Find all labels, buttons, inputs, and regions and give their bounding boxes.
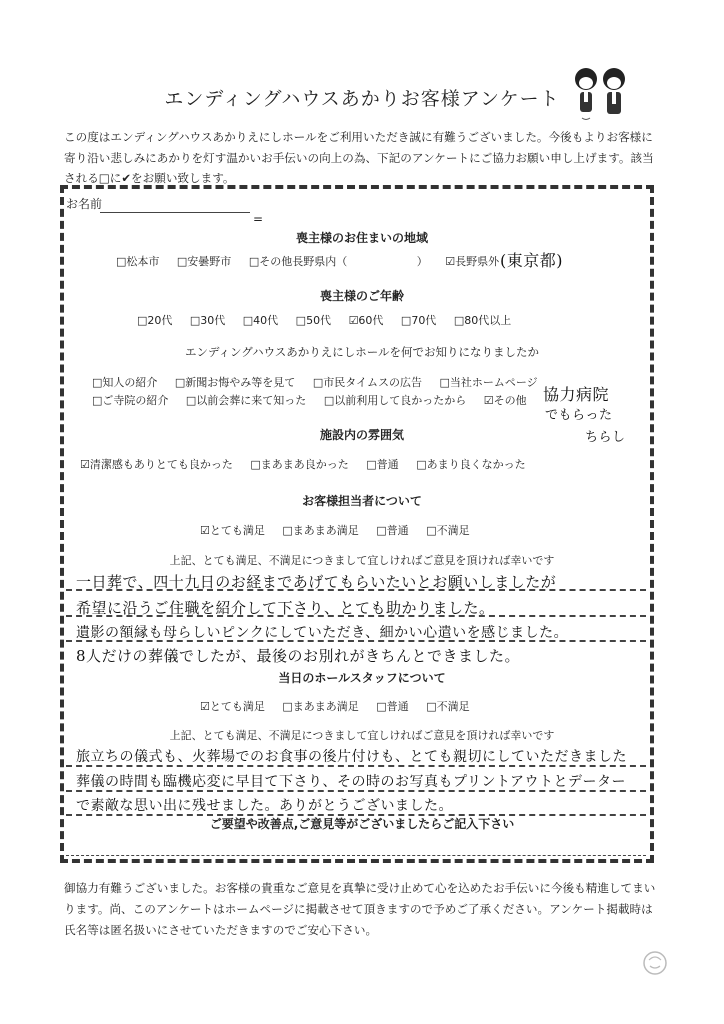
staff-comment-line: 一日葬で、四十九日のお経まであげてもらいたいとお願いしましたが	[76, 573, 557, 591]
staff-comment-line: 8人だけの葬儀でしたが、最後のお別れがきちんとできました。	[76, 647, 521, 665]
option-homepage[interactable]: □当社ホームページ	[439, 376, 538, 389]
requests-field[interactable]	[66, 855, 646, 856]
hall-option-average[interactable]: □普通	[376, 700, 409, 713]
option-40s[interactable]: □40代	[242, 314, 279, 327]
source-options-row2	[92, 392, 541, 408]
intro-text: この度はエンディングハウスあかりえにしホールをご利用いただき誠に有難うございました。今後もよりお客様に寄り沿い悲しみにあかりを灯す温かいお手伝いの向上の為、下記のアンケートにご協力お願い申し上げます。該当される□に✔をお願い致します。	[64, 130, 654, 185]
option-acquaintance[interactable]: □知人の紹介	[92, 376, 158, 389]
option-average[interactable]: □普通	[366, 458, 399, 471]
atmosphere-options	[80, 456, 540, 472]
option-matsumoto[interactable]: □松本市	[116, 255, 160, 268]
hall-option-very-satisfied[interactable]: ☑とても満足	[200, 700, 265, 713]
option-not-good[interactable]: □あまり良くなかった	[416, 458, 526, 471]
residence-heading: 喪主様のお住まいの地域	[295, 231, 428, 245]
option-temple[interactable]: □ご寺院の紹介	[92, 394, 169, 407]
hall-options	[200, 698, 484, 714]
page-title: エンディングハウスあかりお客様アンケート	[164, 88, 560, 110]
footer-text: 御協力有難うございました。お客様の貴重なご意見を真摯に受け止めて心を込めたお手伝いに今後も精進してまいります。尚、このアンケートはホームページに掲載させて頂きますので予めご了承ください。アンケート掲載時は氏名等は匿名扱いにさせていただきますのでご安心下さい。	[64, 881, 656, 937]
residence-options	[116, 253, 513, 269]
option-other[interactable]: ☑その他	[483, 394, 527, 407]
option-very-clean[interactable]: ☑清潔感もありとても良かった	[80, 458, 233, 471]
hall-option-fairly-satisfied[interactable]: □まあまあ満足	[282, 700, 359, 713]
hall-option-dissatisfied[interactable]: □不満足	[426, 700, 470, 713]
corner-stamp	[640, 950, 670, 976]
staff-options	[200, 522, 484, 538]
hall-comment-line: 葬儀の時間も臨機応変に早目て下さり、その時のお写真もプリントアウトとデーター	[76, 774, 627, 790]
staff-comment-line: 希望に沿うご住職を紹介して下さり、とても助かりました。	[76, 599, 495, 617]
option-50s[interactable]: □50代	[295, 314, 332, 327]
staff-comment-line: 遺影の額縁も母らしいピンクにしていただき、細かい心遣いを感じました。	[76, 625, 569, 641]
atmosphere-heading: 施設内の雰囲気	[319, 428, 404, 442]
option-other-nagano[interactable]: □その他長野県内（	[248, 255, 348, 268]
staff-heading: お客様担当者について	[302, 494, 422, 508]
source-options-row1	[92, 374, 552, 390]
option-outside-nagano[interactable]: ☑長野県外	[445, 255, 500, 268]
hall-prompt: 上記、とても満足、不満足につきまして宜しければご意見を頂ければ幸いです	[169, 729, 555, 742]
option-azumino[interactable]: □安曇野市	[176, 255, 232, 268]
name-label: お名前	[66, 197, 103, 211]
option-times-ad[interactable]: □市民タイムスの広告	[312, 376, 422, 389]
staff-option-fairly-satisfied[interactable]: □まあまあ満足	[282, 524, 359, 537]
staff-option-dissatisfied[interactable]: □不満足	[426, 524, 470, 537]
requests-heading: ご要望や改善点,ご意見等がございましたらご記入下さい	[209, 817, 515, 831]
option-80s-plus[interactable]: □80代以上	[453, 314, 512, 327]
option-other-close: ）	[416, 255, 428, 268]
handwritten-source-line2: でもらった	[545, 408, 613, 423]
hall-heading: 当日のホールスタッフについて	[278, 671, 446, 685]
handwritten-residence: (東京都)	[500, 251, 563, 270]
name-suffix: =	[253, 212, 264, 226]
option-20s[interactable]: □20代	[137, 314, 173, 327]
name-field[interactable]	[100, 212, 250, 213]
source-heading: エンディングハウスあかりえにしホールを何でお知りになりましたか	[184, 345, 540, 359]
age-heading: 喪主様のご年齢	[319, 289, 404, 303]
option-fairly-good[interactable]: □まあまあ良かった	[250, 458, 349, 471]
mascot-illustration	[568, 66, 648, 122]
option-newspaper[interactable]: □新聞お悔やみ等を見て	[174, 376, 296, 389]
staff-option-very-satisfied[interactable]: ☑とても満足	[200, 524, 265, 537]
hall-comment-line: 旅立ちの儀式も、火葬場でのお食事の後片付けも、とても親切にしていただきました	[76, 749, 627, 765]
hall-comment-line: で素敵な思い出に残せました。ありがとうございました。	[76, 798, 453, 814]
handwritten-source-line3: ちらし	[585, 430, 626, 445]
option-70s[interactable]: □70代	[400, 314, 437, 327]
handwritten-source-line1: 協力病院	[543, 385, 610, 404]
staff-option-average[interactable]: □普通	[376, 524, 409, 537]
age-options	[137, 312, 525, 328]
option-60s[interactable]: ☑60代	[348, 314, 384, 327]
option-past-use[interactable]: □以前利用して良かったから	[323, 394, 467, 407]
option-30s[interactable]: □30代	[189, 314, 226, 327]
option-past-attendance[interactable]: □以前会葬に来て知った	[185, 394, 307, 407]
staff-prompt: 上記、とても満足、不満足につきまして宜しければご意見を頂ければ幸いです	[169, 554, 555, 567]
